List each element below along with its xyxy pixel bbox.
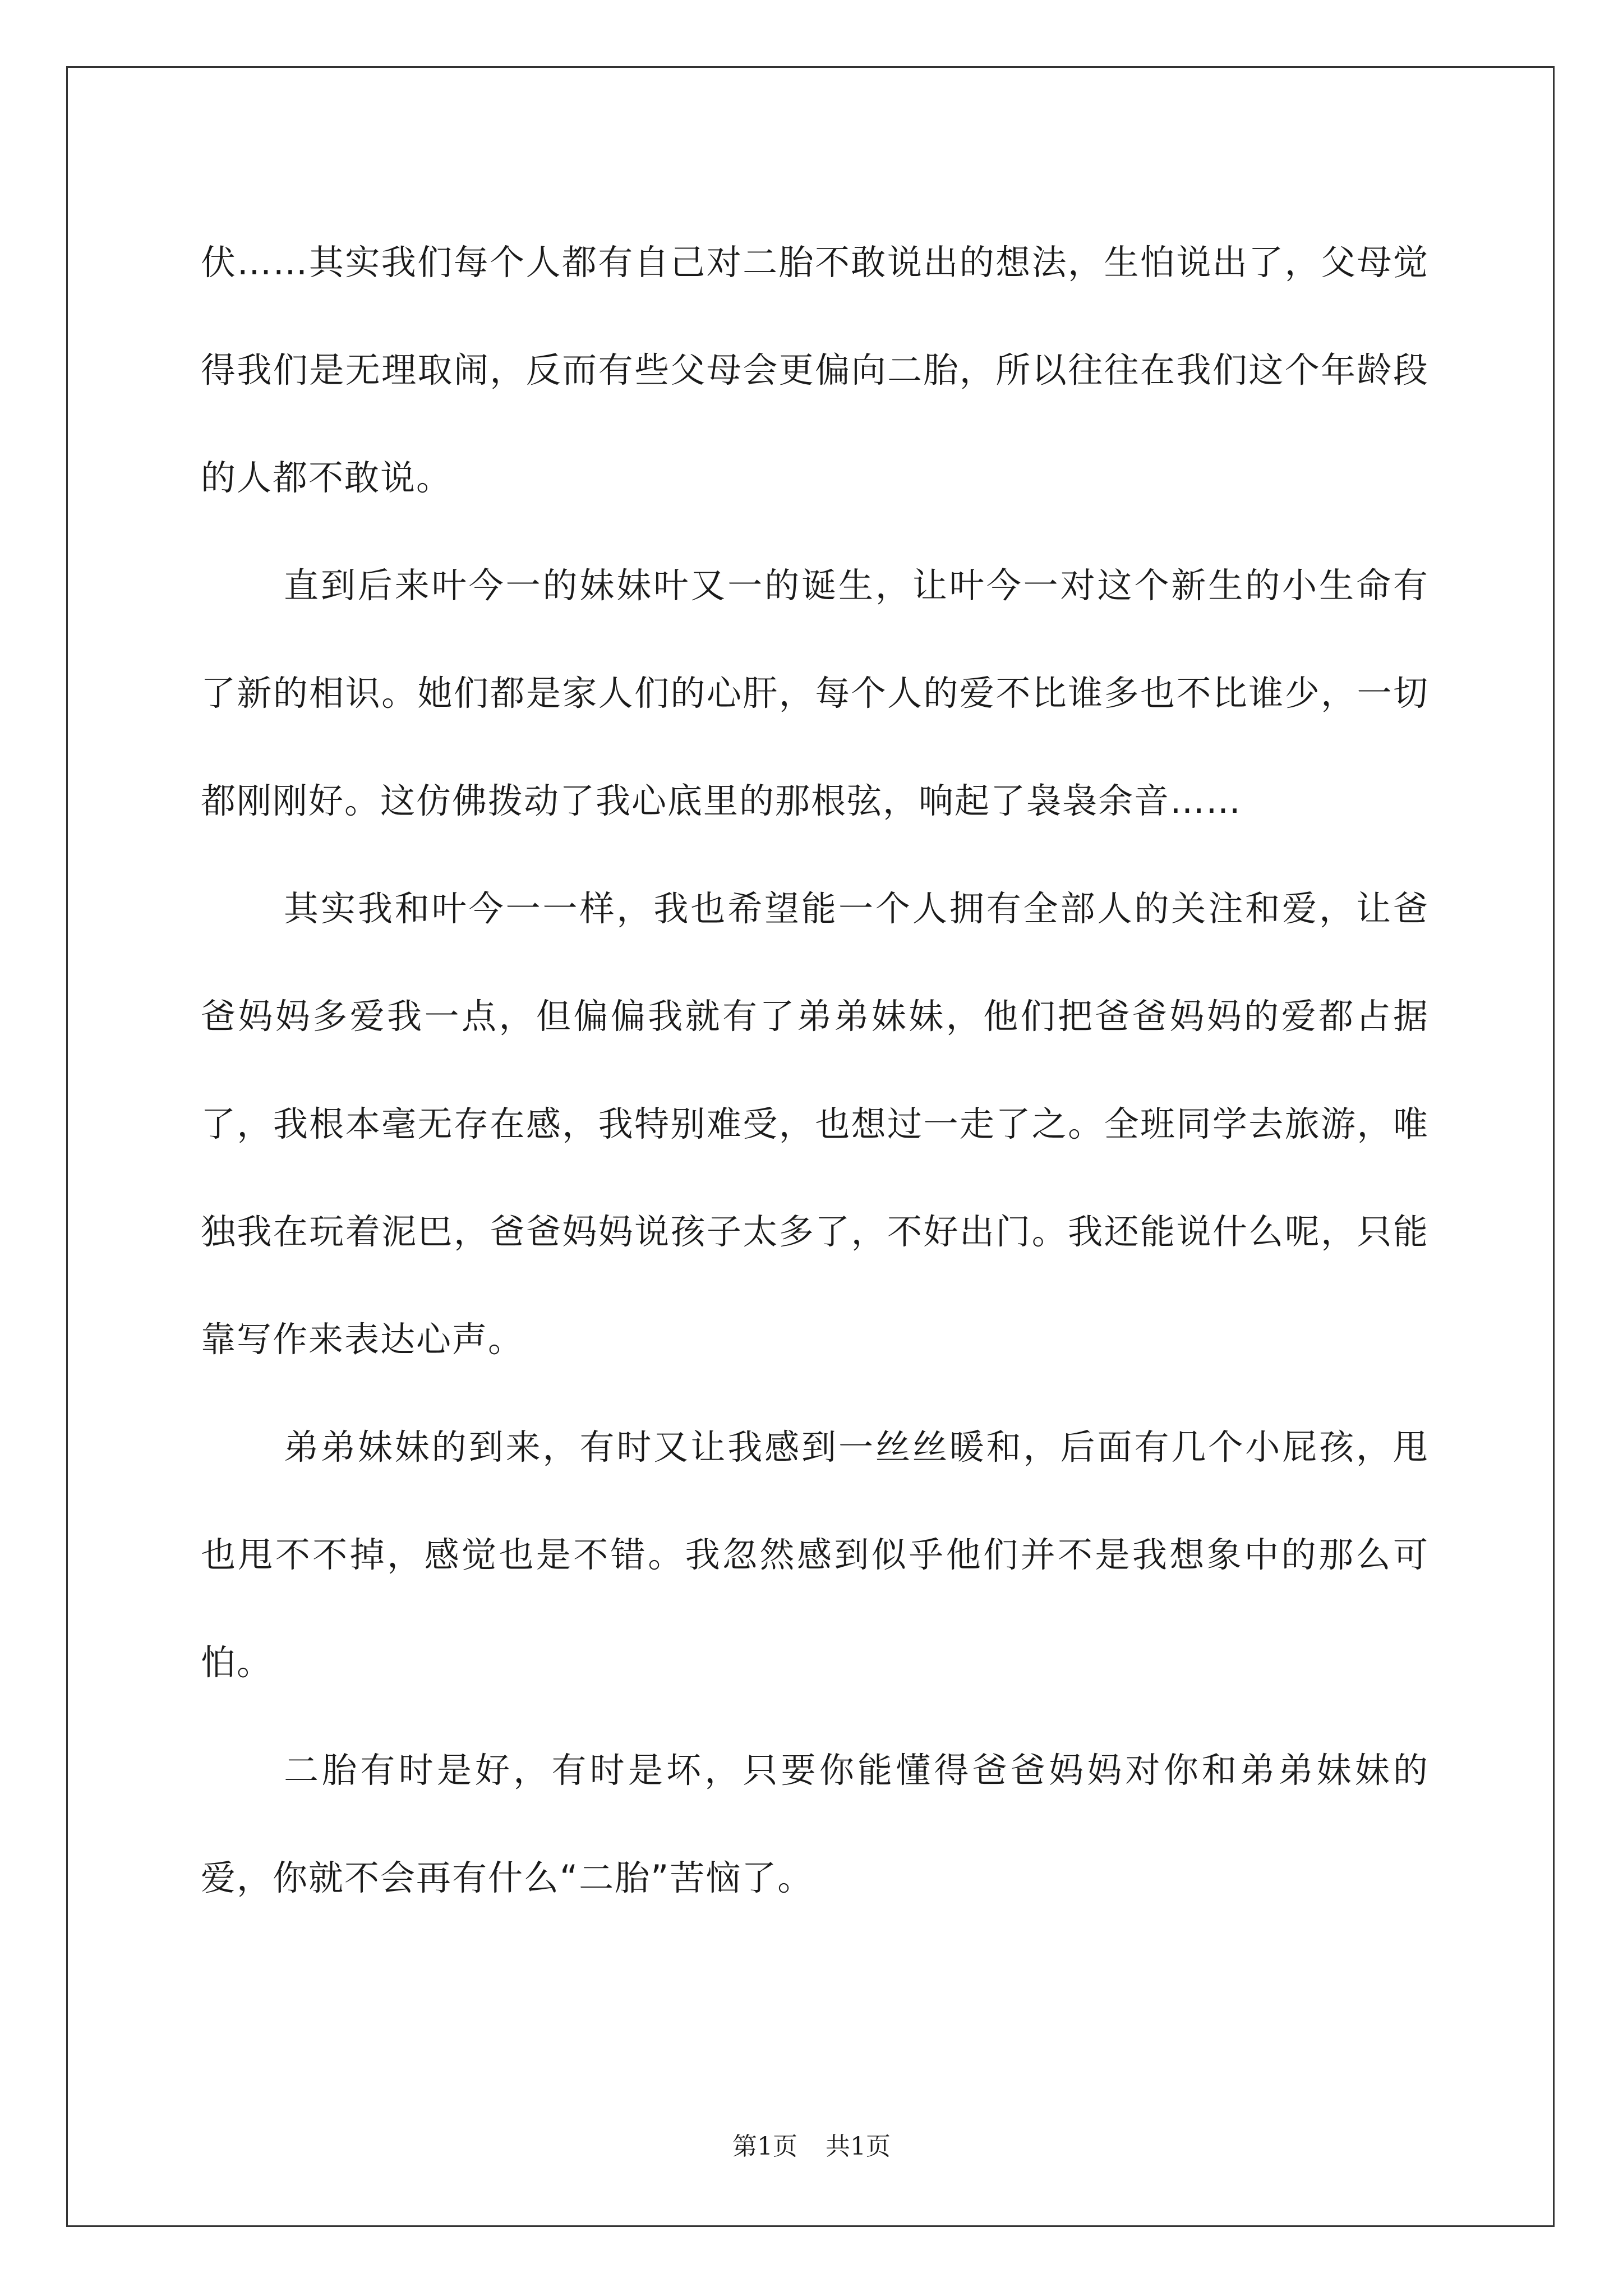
page-number-current: 第1页 [732,2132,797,2161]
document-body [201,209,1429,1932]
page-footer [0,2126,1623,2162]
paragraph-4: 弟弟妹妹的到来，有时又让我感到一丝丝暖和，后面有几个小屁孩，甩也甩不不掉，感觉也是不错。我忽然感到似乎他们并不是我想象中的那么可怕。 [201,1427,1429,1683]
paragraph-5: 二胎有时是好，有时是坏，只要你能懂得爸爸妈妈对你和弟弟妹妹的爱，你就不会再有什么“二胎”苦恼了。 [201,1750,1429,1898]
paragraph-2: 直到后来叶今一的妹妹叶又一的诞生，让叶今一对这个新生的小生命有了新的相识。她们都是家人们的心肝，每个人的爱不比谁多也不比谁少，一切都刚刚好。这仿佛拨动了我心底里的那根弦，响起了袅袅余音…… [201,565,1429,821]
page-number-total: 共1页 [826,2132,891,2161]
paragraph-3: 其实我和叶今一一样，我也希望能一个人拥有全部人的关注和爱，让爸爸妈妈多爱我一点，但偏偏我就有了弟弟妹妹，他们把爸爸妈妈的爱都占据了，我根本毫无存在感，我特别难受，也想过一走了之。全班同学去旅游，唯独我在玩着泥巴，爸爸妈妈说孩子太多了，不好出门。我还能说什么呢，只能靠写作来表达心声。 [201,888,1429,1360]
paragraph-1: 伏……其实我们每个人都有自己对二胎不敢说出的想法，生怕说出了，父母觉得我们是无理取闹，反而有些父母会更偏向二胎，所以往往在我们这个年龄段的人都不敢说。 [201,242,1429,498]
